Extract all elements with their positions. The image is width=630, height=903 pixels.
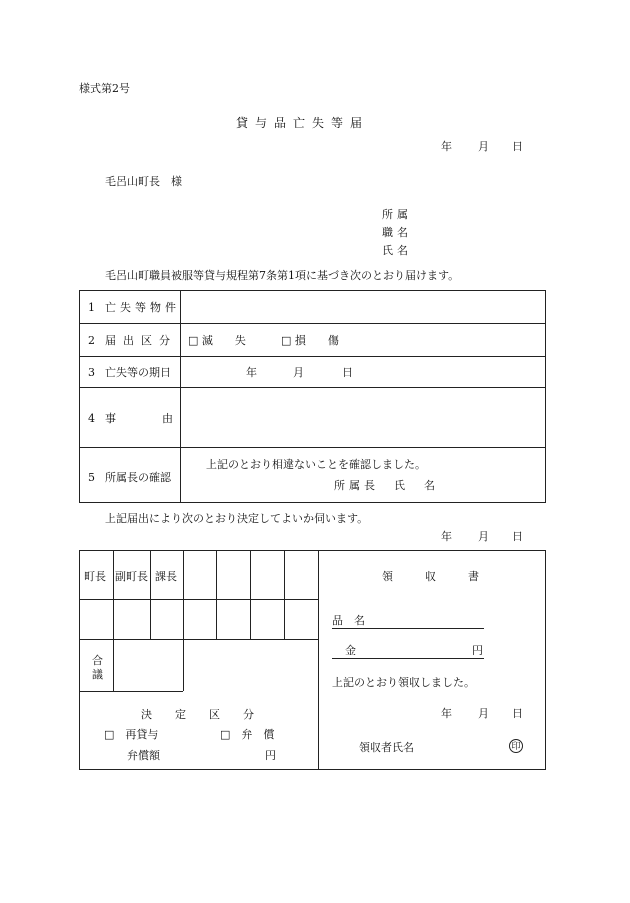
option-damage-checkbox[interactable]: □ 損 傷 xyxy=(281,334,339,347)
stamp-deputy-cell[interactable] xyxy=(115,601,149,637)
row4-num: 4 xyxy=(88,412,95,425)
request-date-day: 日 xyxy=(512,530,523,543)
intro-text: 毛呂山町職員被服等貸与規程第7条第1項に基づき次のとおり届けます。 xyxy=(105,269,460,282)
applicant-position-label: 職名 xyxy=(382,226,412,239)
loss-report-table xyxy=(79,290,546,503)
date-day: 日 xyxy=(512,140,523,153)
consult-label-2: 議 xyxy=(92,668,103,681)
receiver-name-label: 領収者氏名 xyxy=(359,741,414,754)
addressee: 毛呂山町長 様 xyxy=(105,175,182,188)
date-month: 月 xyxy=(478,140,489,153)
consult-label-1: 合 xyxy=(92,654,103,667)
form-title: 貸与品亡失等届 xyxy=(236,116,370,130)
approval-receipt-table xyxy=(79,550,546,770)
lost-item-field[interactable] xyxy=(184,295,540,319)
decision-title: 決定区分 xyxy=(141,708,277,721)
applicant-name-label: 氏名 xyxy=(382,244,412,257)
receipt-money-label: 金 xyxy=(345,644,356,657)
stamp-section-cell[interactable] xyxy=(152,601,182,637)
receipt-money-unit: 円 xyxy=(472,644,483,657)
receipt-statement: 上記のとおり領収しました。 xyxy=(332,676,475,689)
compensation-amount-label: 弁償額 xyxy=(127,749,160,762)
stamp-section-label: 課長 xyxy=(155,570,177,583)
row5-label: 所属長の確認 xyxy=(105,471,171,484)
option-relend-checkbox[interactable]: □ 再貸与 xyxy=(104,728,159,741)
option-compensate-checkbox[interactable]: □ 弁 償 xyxy=(220,728,275,741)
request-date-month: 月 xyxy=(478,530,489,543)
receipt-date-day: 日 xyxy=(512,707,523,720)
form-number: 様式第2号 xyxy=(79,82,130,95)
row1-num: 1 xyxy=(88,301,95,314)
compensation-amount-unit: 円 xyxy=(265,749,276,762)
supervisor-sign-label: 所属長 氏 名 xyxy=(334,479,439,492)
request-text: 上記届出により次のとおり決定してよいか伺います。 xyxy=(105,512,369,525)
loss-date-year[interactable]: 年 xyxy=(246,366,257,379)
date-year: 年 xyxy=(441,140,452,153)
confirm-statement: 上記のとおり相違ないことを確認しました。 xyxy=(206,458,426,471)
row4-label-a: 事 xyxy=(105,412,116,425)
row3-num: 3 xyxy=(88,366,95,379)
applicant-affiliation-label: 所属 xyxy=(382,208,412,221)
row2-label: 届出区分 xyxy=(105,334,177,347)
seal-icon: 印 xyxy=(509,739,523,753)
row4-label-b: 由 xyxy=(162,412,173,425)
loss-date-day[interactable]: 日 xyxy=(342,366,353,379)
option-loss-checkbox[interactable]: □ 滅 失 xyxy=(188,334,246,347)
stamp-chief-cell[interactable] xyxy=(82,601,112,637)
receipt-date-month: 月 xyxy=(478,707,489,720)
request-date-year: 年 xyxy=(441,530,452,543)
stamp-deputy-label: 副町長 xyxy=(115,570,148,583)
row2-num: 2 xyxy=(88,334,95,347)
receipt-date-year: 年 xyxy=(441,707,452,720)
stamp-chief-label: 町長 xyxy=(84,570,106,583)
loss-date-month[interactable]: 月 xyxy=(293,366,304,379)
row3-label: 亡失等の期日 xyxy=(105,366,171,379)
receipt-title: 領収書 xyxy=(382,570,511,583)
reason-field[interactable] xyxy=(184,391,540,443)
receipt-item-label: 品 名 xyxy=(332,614,365,627)
row1-label: 亡失等物件 xyxy=(105,301,180,314)
row5-num: 5 xyxy=(88,471,95,484)
